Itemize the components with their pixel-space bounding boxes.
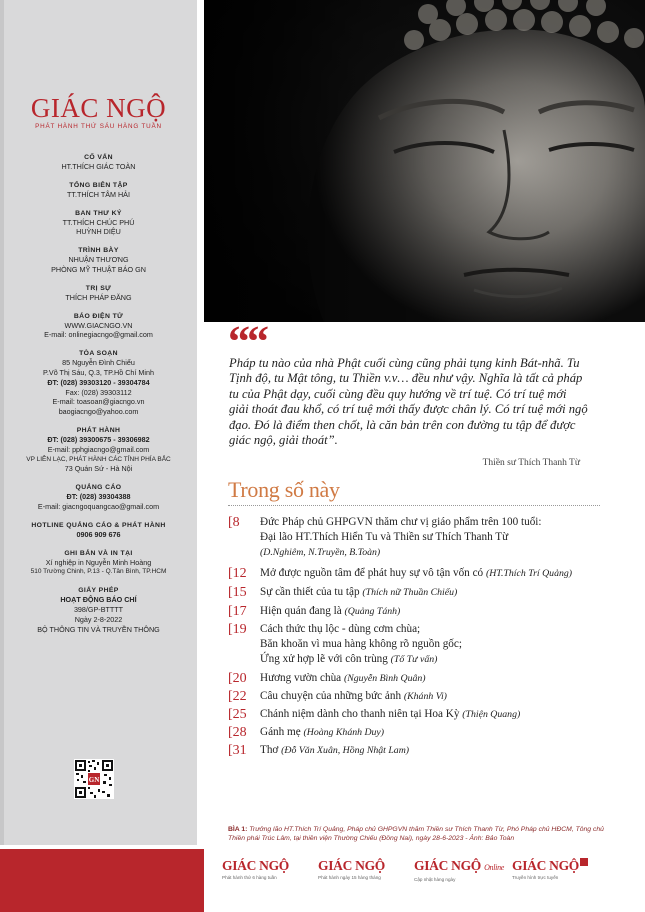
page-bracket: [: [228, 604, 233, 619]
quote-mark: ““: [228, 317, 266, 366]
page-number: 19: [232, 622, 247, 637]
contents-page-number: [228, 725, 247, 741]
masthead-line: HT.THÍCH GIÁC TOÀN: [61, 162, 136, 171]
masthead-line: THÍCH PHÁP ĐĂNG: [65, 292, 132, 302]
contents-title: Sự cần thiết của tu tập: [260, 586, 360, 598]
footer-logo[interactable]: [414, 858, 504, 883]
footer-logo-tagline: Phát hành thứ 6 hàng tuần: [222, 875, 277, 880]
contents-title-line: [260, 671, 608, 686]
masthead-label: GIẤY PHÉP: [78, 587, 119, 595]
masthead-line: ĐT: (028) 39300675 - 39306982: [47, 434, 150, 444]
masthead-line: ĐT: (028) 39303120 - 39304784: [47, 377, 150, 387]
contents-title: Thơ: [260, 744, 279, 756]
footer-logo-suffix: Online: [484, 863, 505, 872]
contents-item[interactable]: [228, 671, 608, 686]
page-number: 28: [232, 725, 247, 740]
footer: [0, 849, 645, 912]
contents-page-number: [228, 707, 247, 723]
masthead-line: 85 Nguyễn Đình Chiểu: [62, 358, 135, 368]
masthead-label: CỐ VẤN: [84, 154, 113, 161]
footer-logo-name: [222, 858, 289, 874]
page-number: 31: [232, 743, 247, 758]
page-number: 22: [232, 689, 247, 704]
masthead-label: TỔNG BIÊN TẬP: [69, 181, 128, 189]
footer-logo-title: GIÁC NGỘ: [414, 858, 481, 873]
contents-author: (Tố Tư vấn): [390, 654, 438, 665]
newspaper-logo: [0, 94, 197, 130]
page-bracket: [: [228, 707, 233, 722]
contents-title: Cách thức thụ lộc - dùng cơm chùa;: [260, 623, 421, 635]
masthead-line[interactable]: E-mail: pphgiacngo@gmail.com: [47, 444, 150, 454]
qr-label: GN: [88, 776, 100, 784]
page-number: 15: [232, 585, 247, 600]
footer-logo[interactable]: [318, 858, 385, 881]
footer-logo-name: [318, 858, 385, 874]
masthead-section: [6, 181, 191, 200]
masthead-line: TT.THÍCH TÂM HẢI: [67, 189, 130, 199]
contents-item[interactable]: [228, 604, 608, 619]
page-bracket: [: [228, 515, 233, 530]
tv-badge-icon: [580, 858, 588, 866]
contents-item[interactable]: [228, 689, 608, 704]
contents-page-number: [228, 743, 247, 759]
masthead-label: BÁO ĐIỆN TỬ: [73, 312, 124, 320]
masthead-label: PHÁT HÀNH: [76, 426, 121, 434]
contents-author: (Hoàng Khánh Duy): [303, 727, 385, 738]
masthead-section: [6, 284, 191, 303]
page-bracket: [: [228, 725, 233, 740]
masthead-line: 0906 909 676: [76, 529, 121, 539]
footer-publication-logos: [222, 858, 632, 898]
contents-title: Hương vườn chùa: [260, 672, 342, 684]
contents-page-number: [228, 515, 240, 531]
page-bracket: [: [228, 585, 233, 600]
masthead-section: [6, 483, 191, 512]
masthead-line: HUỲNH DIỆU: [76, 227, 121, 237]
caption-text: Trưởng lão HT.Thích Trí Quảng, Pháp chủ GHPGVN thăm Thiền sư Thích Thanh Từ, Phó Pháp chủ HĐCM, Tông chủ Thiền phái Trúc Lâm, tại thiền viện Thường Chiếu (Đồng Nai), ngày 28-6-2023 - Ảnh: Bảo Toàn: [228, 826, 604, 842]
contents-page-number: [228, 622, 247, 638]
masthead-line: ĐT: (028) 39304388: [66, 492, 131, 502]
caption-label: BÌA 1:: [228, 826, 248, 833]
footer-logo-tagline: Truyền hình trực tuyến: [512, 875, 559, 880]
masthead-label: QUẢNG CÁO: [75, 484, 122, 492]
contents-title-line: [260, 530, 608, 545]
contents-title-line: [260, 515, 608, 530]
footer-logo-tagline: Cập nhật hàng ngày: [414, 877, 456, 882]
logo-title: GIÁC NGỘ: [30, 93, 167, 123]
masthead-label: TÒA SOẠN: [79, 350, 118, 358]
contents-page-number: [228, 689, 247, 705]
contents-title-line: [260, 707, 608, 722]
contents-title-line: [260, 743, 608, 758]
page-bracket: [: [228, 743, 233, 758]
contents-title-line: [260, 725, 608, 740]
masthead-line[interactable]: E-mail: onlinegiacngo@gmail.com: [44, 330, 153, 340]
contents-author: (Thích nữ Thuần Chiếu): [362, 587, 458, 598]
masthead-line: NHUẬN THƯƠNG: [68, 255, 129, 265]
quote-author: Thiền sư Thích Thanh Từ: [482, 458, 580, 468]
contents-divider: [228, 505, 600, 506]
masthead-line[interactable]: WWW.GIACNGO.VN: [64, 320, 133, 330]
contents-title-line: [260, 637, 608, 652]
contents-heading: Trong số này: [228, 477, 340, 502]
page-number: 20: [232, 671, 247, 686]
masthead-line: Ngày 2-8-2022: [74, 614, 123, 624]
footer-logo-name: [414, 858, 504, 876]
masthead-line: 510 Trường Chinh, P.13 - Q.Tân Bình, TP.HCM: [30, 568, 167, 576]
contents-page-number: [228, 585, 247, 601]
page-bracket: [: [228, 689, 233, 704]
contents-title-line: [260, 585, 608, 600]
page-number: 12: [232, 566, 247, 581]
contents-author: (Đỗ Văn Xuân, Hồng Nhật Lam): [281, 745, 410, 756]
contents-item[interactable]: [228, 622, 608, 667]
contents-page-number: [228, 671, 247, 687]
page-bracket: [: [228, 622, 233, 637]
contents-item[interactable]: [228, 743, 608, 758]
buddha-photo: [204, 0, 645, 322]
masthead-label: GHI BẢN VÀ IN TẠI: [64, 549, 133, 557]
footer-logo-name: [512, 858, 588, 874]
masthead-line: PHÒNG MỸ THUẬT BÁO GN: [51, 264, 146, 274]
masthead-line: Xí nghiệp in Nguyễn Minh Hoàng: [45, 557, 152, 567]
footer-logo-title: GIÁC NGỘ: [512, 858, 579, 873]
masthead-line: TT.THÍCH CHÚC PHÚ: [62, 217, 135, 227]
masthead-line: HOẠT ĐỘNG BÁO CHÍ: [60, 595, 137, 605]
masthead-line: 73 Quán Sứ - Hà Nội: [64, 464, 133, 474]
masthead-label: TRỊ SỰ: [85, 284, 112, 292]
contents-title: Hiện quán đang là: [260, 605, 342, 617]
contents-page-number: [228, 566, 247, 582]
contents-title: Ứng xử hợp lẽ với côn trùng: [260, 653, 388, 665]
footer-logo[interactable]: [512, 858, 588, 881]
masthead-section: [6, 209, 191, 238]
masthead-section: [6, 426, 191, 474]
masthead-section: [6, 246, 191, 275]
masthead-line: BỘ THÔNG TIN VÀ TRUYỀN THÔNG: [37, 624, 160, 634]
page-number: 8: [232, 515, 240, 530]
masthead-section: [6, 521, 191, 540]
contents-item[interactable]: [228, 515, 608, 560]
masthead-line: P.Võ Thị Sáu, Q.3, TP.Hồ Chí Minh: [43, 367, 154, 377]
masthead-label: TRÌNH BÀY: [78, 247, 119, 255]
contents-author: (Nguyễn Bình Quân): [343, 673, 426, 684]
contents-title: Đại lão HT.Thích Hiển Tu và Thiền sư Thích Thanh Từ: [260, 531, 509, 543]
contents-list: [228, 515, 608, 758]
masthead-line[interactable]: E-mail: toasoan@giacngo.vn: [52, 397, 145, 407]
page-bracket: [: [228, 566, 233, 581]
contents-author: (HT.Thích Trí Quảng): [485, 568, 573, 579]
masthead-line[interactable]: baogiacngo@yahoo.com: [58, 407, 139, 417]
contents-title-line: [260, 652, 608, 667]
footer-logo-title: GIÁC NGỘ: [318, 858, 385, 873]
contents-title: Chánh niệm dành cho thanh niên tại Hoa Kỳ: [260, 708, 460, 720]
contents-title-line: [260, 566, 608, 581]
contents-author: (D.Nghiêm, N.Truyền, B.Toàn): [260, 547, 381, 558]
masthead-credits: [6, 153, 191, 643]
masthead-section: [6, 349, 191, 417]
contents-author: (Thiện Quang): [462, 709, 521, 720]
contents-title-line: [260, 689, 608, 704]
masthead-section: [6, 312, 191, 341]
contents-title: Câu chuyện của những bức ảnh: [260, 690, 402, 702]
contents-title-line: [260, 604, 608, 619]
contents-title: Đức Pháp chủ GHPGVN thăm chư vị giáo phẩm trên 100 tuổi:: [260, 516, 542, 528]
footer-logo[interactable]: [222, 858, 289, 881]
footer-logo-title: GIÁC NGỘ: [222, 858, 289, 873]
quote-text: Pháp tu nào của nhà Phật cuối cùng cũng phải tụng kinh Bát-nhã. Tu Tịnh độ, tu Mật tông, tu Thiền v.v… đều như vậy. Nghĩa là tất cả pháp tu của Phật dạy, cuối cùng đều quy hướng về trí tuệ. Có trí tuệ mới giải thoát đau khổ, có trí tuệ mới thấy được chân lý. Có trí tuệ mới ngộ đạo. Đó là điểm then chốt, là căn bản trên con đường tu tập để được giác ngộ, giải thoát”.: [229, 356, 588, 448]
logo-tagline: PHÁT HÀNH THỨ SÁU HÀNG TUẦN: [35, 123, 162, 130]
page-bracket: [: [228, 671, 233, 686]
contents-item[interactable]: [228, 566, 608, 581]
masthead-label: BAN THƯ KÝ: [75, 209, 122, 217]
masthead-section: [6, 586, 191, 634]
cover-caption: [228, 825, 613, 843]
footer-logo-tagline: Phát hành ngày 15 hàng tháng: [318, 875, 381, 880]
contents-item[interactable]: [228, 725, 608, 740]
contents-title: Gánh mẹ: [260, 726, 301, 738]
page-number: 25: [232, 707, 247, 722]
masthead-section: [6, 549, 191, 578]
contents-title: Mở được nguồn tâm để phát huy sự vô tận vốn có: [260, 567, 484, 579]
contents-author: (Khánh Vi): [403, 691, 447, 702]
masthead-section: [6, 153, 191, 172]
contents-author: (Quảng Tánh): [344, 606, 401, 617]
buddha-face-image: [204, 0, 645, 322]
contents-title: Băn khoăn vì mua hàng không rõ nguồn gốc;: [260, 638, 462, 650]
masthead-line: Fax: (028) 39303112: [65, 387, 132, 397]
contents-page-number: [228, 604, 247, 620]
footer-red-band: [0, 849, 204, 912]
contents-title-line: [260, 622, 608, 637]
masthead-line[interactable]: E-mail: giacngoquangcao@gmail.com: [37, 501, 160, 511]
qr-code[interactable]: [74, 759, 114, 799]
masthead-line: 398/GP-BTTTT: [73, 604, 124, 614]
masthead-label: HOTLINE QUẢNG CÁO & PHÁT HÀNH: [31, 521, 166, 529]
masthead-line: VP LIÊN LẠC, PHÁT HÀNH CÁC TỈNH PHÍA BẮC: [26, 455, 171, 463]
page-number: 17: [232, 604, 247, 619]
contents-item[interactable]: [228, 707, 608, 722]
contents-item[interactable]: [228, 585, 608, 600]
